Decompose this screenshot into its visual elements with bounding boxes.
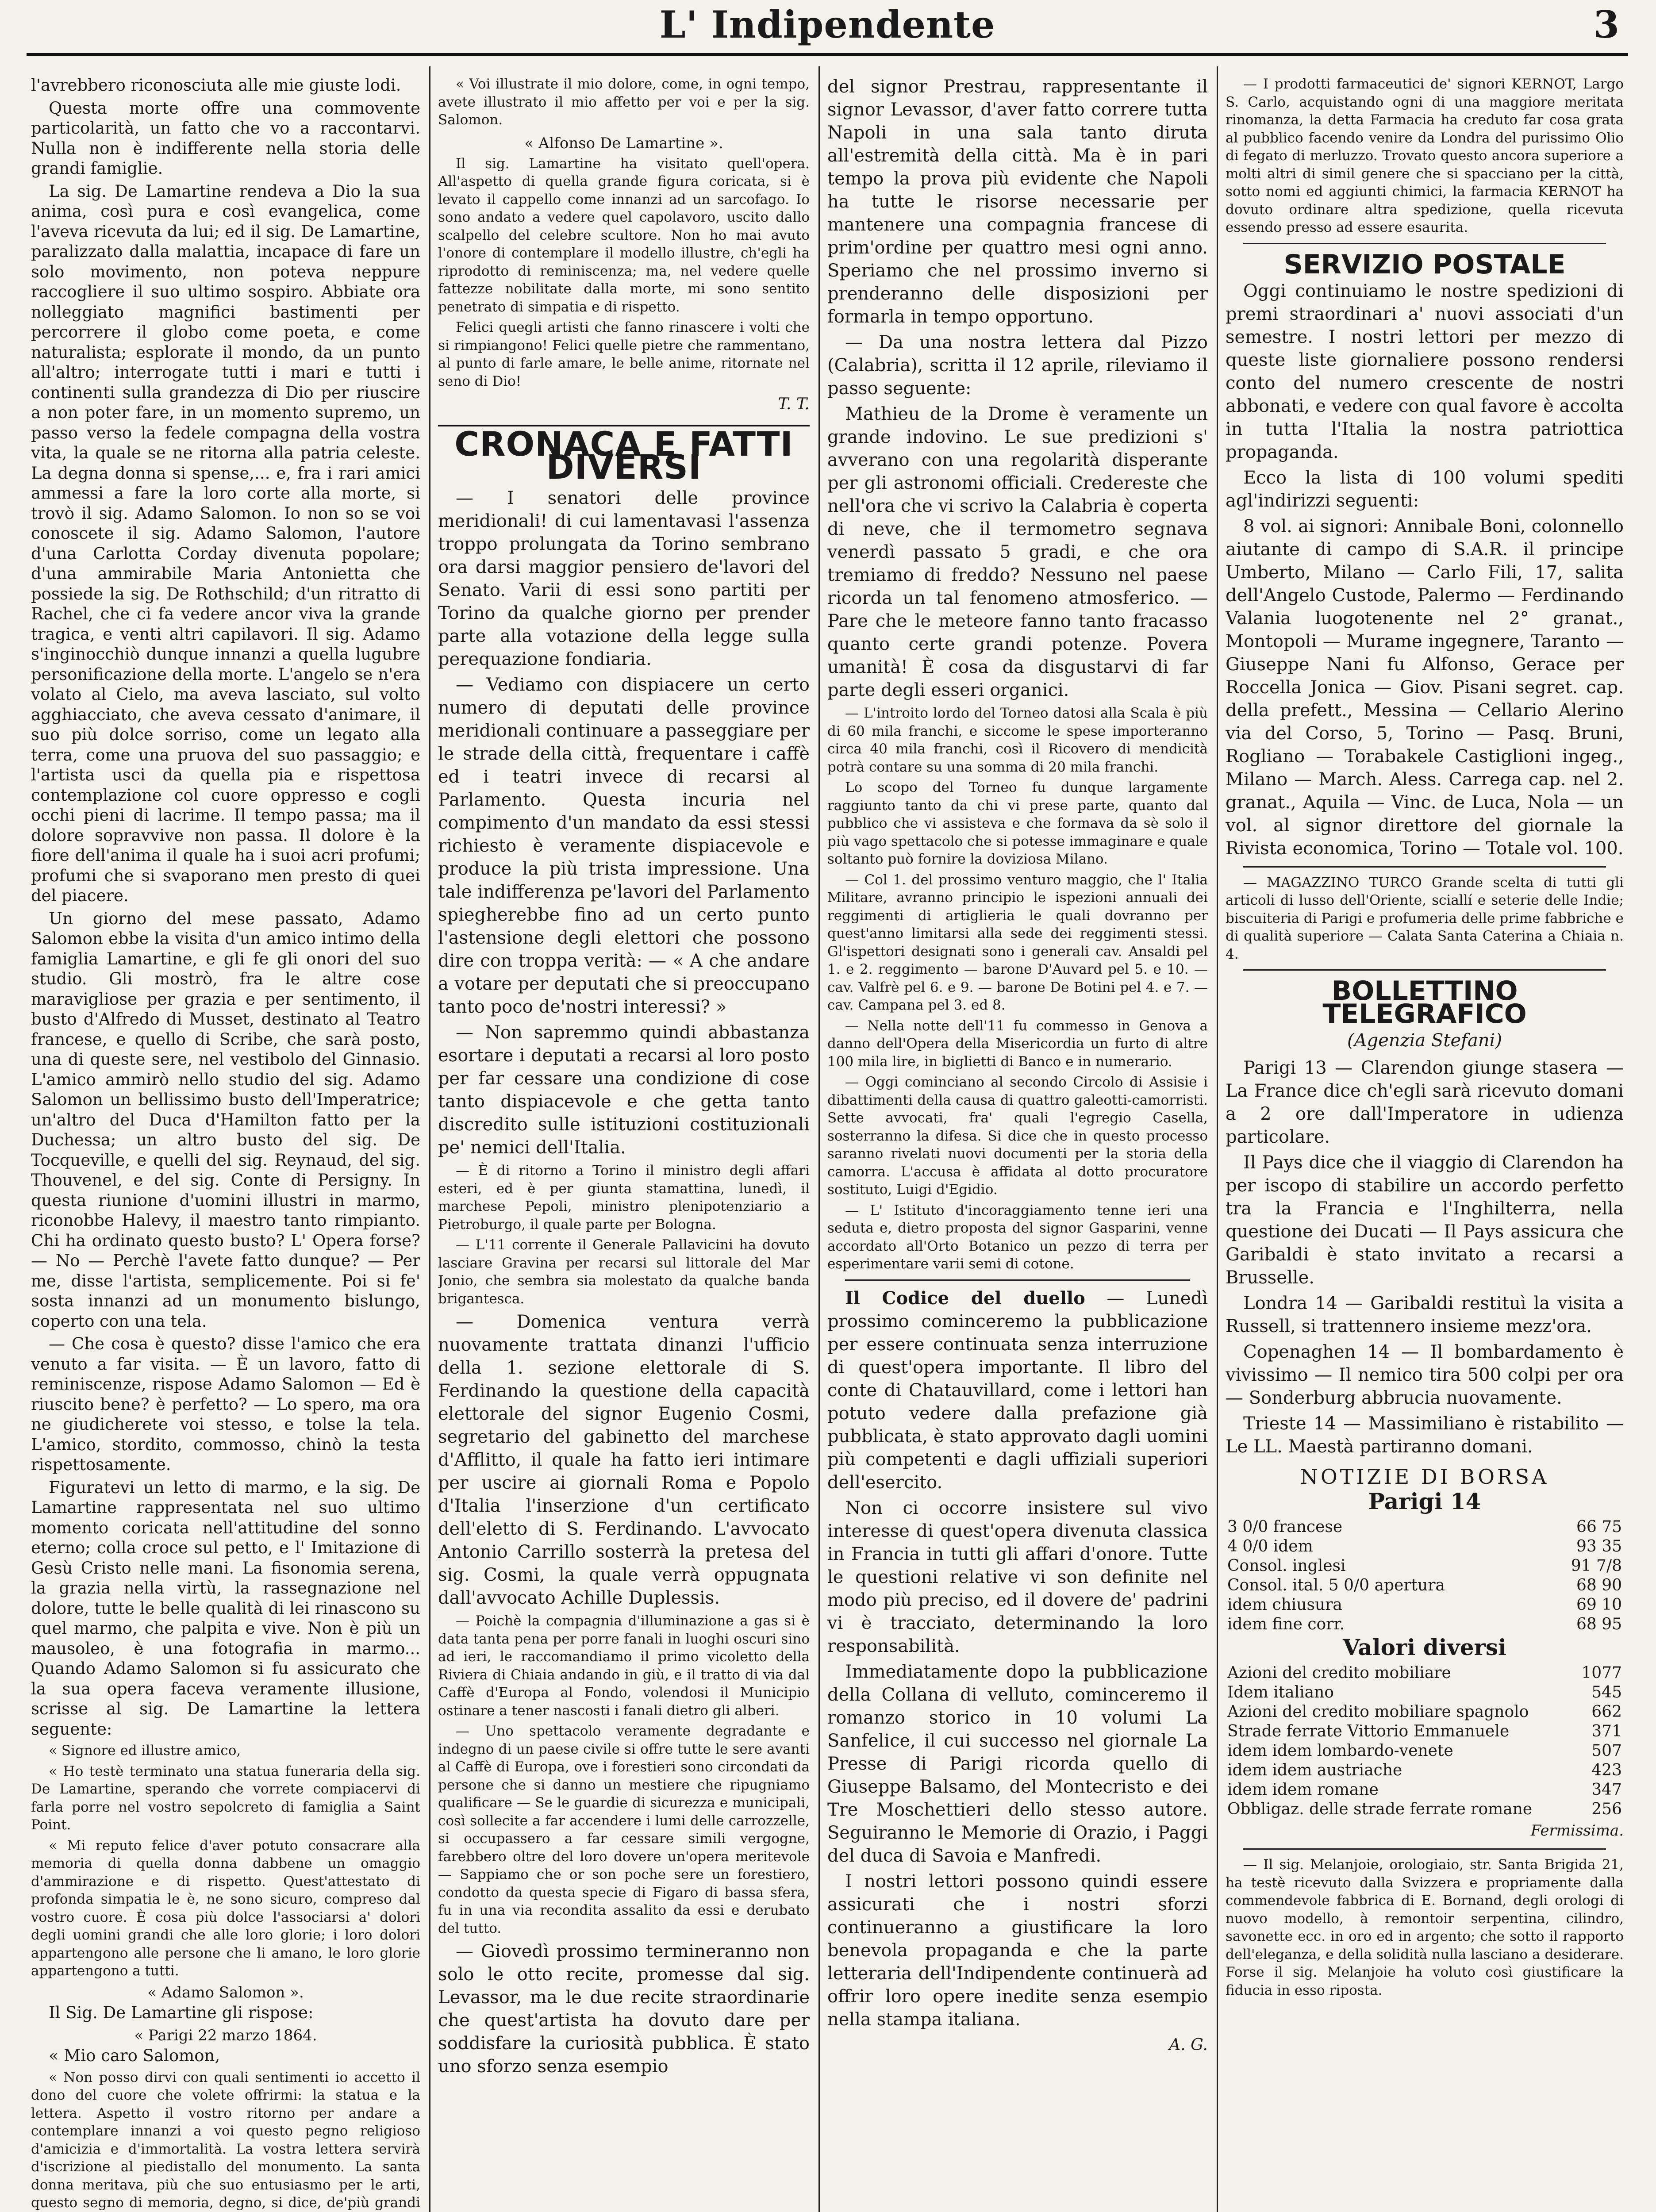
paragraph: Il sig. Lamartine ha visitato quell'opera. All'aspetto di quella grande figura coricata, si è levato il cappello come innanzi ad un sarcofago. Io sono andato a vedere quel capolavoro, uscito dallo scalpello del celebre scultore. Non ho mai avuto l'onore di contemplare il modello illustre, ch'egli ha riprodotto di reminiscenza; ma, nel vedere quelle fattezze nobilitate dalla morte, mi sono sentito penetrato di simpatia e di rispetto. [438, 155, 810, 315]
column-rule [1217, 66, 1218, 2212]
telegram: Parigi 13 — Clarendon giunge stasera — La France dice ch'egli sarà ricevuto domani a 2 ore dall'Imperatore in udienza particolare. [1226, 1058, 1624, 1147]
valori-table [1226, 1663, 1624, 1819]
divider [1243, 969, 1606, 971]
table-row [1226, 1741, 1624, 1761]
news-item: — Poichè la compagnia d'illuminazione a gas si è data tanta pena per porre fanali in luoghi oscuri sino ad ieri, le raccomandiamo il primo vicoletto della Riviera di Chiaia andando in giù, e il tratto di via dal Caffè d'Europa al Fondo, volendosi il Municipio ostinare a tener nascosti i fanali dietro gli alberi. [438, 1613, 810, 1719]
news-item: — L'introito lordo del Torneo datosi alla Scala è più di 60 mila franchi, e siccome le spese importeranno circa 40 mila franchi, così il Ricovero di mendicità potrà contare su una somma di 20 mila franchi. [827, 705, 1208, 775]
table-row [1226, 1683, 1624, 1702]
advertisement: — Il sig. Melanjoie, orologiaio, str. Santa Brigida 21, ha testè ricevuto dalla Svizzera e propriamente dalla commendevole fabbrica di E. Bornand, degli orologi di nuovo modello, à remontoir serpentina, cilindro, savonette ecc. in oro ed in argento; che sotto il rapporto dell'eleganza, e della solidità nulla lasciano a desiderare. Forse il sig. Melanjoie ha voluto così giustificare la fiducia in esso riposta. [1226, 1857, 1624, 1998]
news-item: — L' Istituto d'incoraggiamento tenne ieri una seduta e, dietro proposta del signor Gasparini, venne accordato all'Orto Botanico un pezzo di terra per esperimentare varii semi di cotone. [827, 1202, 1208, 1272]
news-item: — Uno spettacolo veramente degradante e indegno di un paese civile si offre tutte le sere avanti al Caffè di Europa, ove i forestieri sono circondati da persone che si danno un mestiere che ripugniamo qualificare — Se le guardie di sicurezza e municipali, così sollecite a far accendere i lumi delle carrozzelle, si occupassero a far cessare simili vergogne, farebbero oltre del loro dovere un'opera meritevole — Sappiamo che or son poche sere un forestiero, condotto da questa specie di Figaro di bassa sfera, fu in una via recondita assalito da essi e derubato del tutto. [438, 1723, 810, 1936]
codice-lead: Il Codice del duello [845, 1287, 1085, 1309]
table-cell-label: Obbligaz. delle strade ferrate romane [1227, 1800, 1533, 1818]
paragraph: « Voi illustrate il mio dolore, come, in ogni tempo, avete illustrato il mio affetto per voi e per la sig. Salomon. [438, 76, 810, 128]
table-cell-label: Strade ferrate Vittorio Emmanuele [1227, 1722, 1510, 1740]
table-cell-value: 68 95 [1576, 1615, 1622, 1633]
paragraph: Oggi continuiamo le nostre spedizioni di premi straordinari a' nuovi associati d'un semestre. I nostri lettori per mezzo di queste liste giornaliere possono rendersi conto del numero crescente de nostri abbonati, e vedere con qual favore è accolta in tutta l'Italia la nostra patriottica propaganda. [1226, 280, 1624, 462]
paragraph: Felici quegli artisti che fanno rinascere i volti che si rimpiangono! Felici quelle pietre che rammentano, al punto di farle amare, le belle anime, ritornate nel seno di Dio! [438, 319, 810, 389]
advertisement: — I prodotti farmaceutici de' signori KERNOT, Largo S. Carlo, acquistando ogni di una maggiore meritata rinomanza, la detta Farmacia ha creduto far cosa grata al pubblico facendo venire da Londra del purissimo Olio di fegato di merluzzo. Trovato questo ancora superiore a molti altri di simil genere che si spacciano per la città, sotto nomi ed aggiunti chimici, la farmacia KERNOT ha dovuto ordinare altra spedizione, quella ricevuta essendo presso ad essere esaurita. [1226, 76, 1624, 235]
paragraph: « Mi reputo felice d'aver potuto consacrare alla memoria di quella donna dabbene un omaggio d'ammirazione e di rispetto. Quest'attestato di profonda simpatia le è, ne sono sicuro, compreso dal vostro cuore. È cosa più dolce l'associarsi a' dolori degli uomini grandi che alle loro glorie; i loro dolori appartengono alle persone che li amano, le loro glorie appartengono a tutti. [31, 1837, 420, 1979]
table-cell-label: idem fine corr. [1227, 1615, 1345, 1633]
table-cell-label: Azioni del credito mobiliare spagnolo [1227, 1703, 1529, 1721]
table-cell-label: 3 0/0 francese [1227, 1518, 1343, 1536]
paragraph: Mathieu de la Drome è veramente un grande indovino. Le sue predizioni s' avverano con una regolarità disperante per gli astronomi officiali. Credereste che nell'ora che vi scrivo la Calabria è coperta di neve, che il termometro segnava venerdì passato 5 gradi, e che ora tremiamo di freddo? Nessuno nel paese ricorda un tal fenomeno atmosferico. — Pare che le meteore fanno tanto fracasso quanto certe grandi potenze. Povera umanità! È cosa da disgustarvi di far parte degli esseri organici. [827, 404, 1208, 700]
table-row [1226, 1722, 1624, 1741]
table-cell-label: Consol. ital. 5 0/0 apertura [1227, 1576, 1445, 1594]
paragraph: l'avrebbero riconosciuta alle mie giuste lodi. [31, 76, 401, 95]
table-cell-value: 256 [1591, 1800, 1622, 1818]
paragraph: — Che cosa è questo? disse l'amico che era venuto a far visita. — È un lavoro, fatto di reminiscenze, rispose Adamo Salomon — Ed è riuscito bene? è perfetto? — Lo spero, ma ora ne giudicherete voi stesso, e tolse la tela. L'amico, stordito, commosso, chinò la testa rispettosamente. [31, 1334, 420, 1474]
table-cell-value: 69 10 [1576, 1596, 1622, 1614]
table-row [1226, 1615, 1624, 1634]
divider [1243, 1848, 1606, 1850]
divider [1243, 866, 1606, 868]
masthead [27, 0, 1628, 56]
page-number: 3 [1593, 3, 1619, 46]
section-headline: SERVIZIO POSTALE [1283, 249, 1566, 280]
section-headline: NOTIZIE DI BORSA [1300, 1465, 1549, 1489]
telegram: Trieste 14 — Massimiliano è ristabilito — Le LL. Maestà partiranno domani. [1226, 1413, 1624, 1457]
table-row [1226, 1517, 1624, 1537]
column-rule [818, 66, 820, 2212]
table-cell-value: 93 35 [1576, 1537, 1622, 1555]
column-1 [31, 75, 420, 2212]
divider [1243, 243, 1606, 244]
news-item: Lo scopo del Torneo fu dunque largamente raggiunto tanto da chi vi prese parte, quanto dal pubblico che vi assisteva e che formava da sè solo il più vago spettacolo che si potesse immaginare e quale soltanto può fornire la doviziosa Milano. [827, 780, 1208, 867]
table-cell-value: 91 7/8 [1571, 1557, 1622, 1575]
news-item: — Nella notte dell'11 fu commesso in Genova a danno dell'Opera della Misericordia un furto di altre 100 mila lire, in biglietti di Banco e in numerario. [827, 1018, 1208, 1070]
paragraph: « Ho testè terminato una statua funeraria della sig. De Lamartine, sperando che vorrete compiacervi di farla porre nel vostro sepolcreto di famiglia a Saint Point. [31, 1763, 420, 1833]
news-item: — L'11 corrente il Generale Pallavicini ha dovuto lasciare Gravina per recarsi sul littorale del Mar Jonio, che sembra sia molestato da qualche banda brigantesca. [438, 1237, 810, 1307]
column-2 [438, 75, 810, 2212]
news-item: — Vediamo con dispiacere un certo numero di deputati delle province meridionali continuare a passeggiare per le strade della città, frequentare i caffè ed i teatri invece di recarsi al Parlamento. Questa incuria nel compimento d'un mandato da essi stessi richiesto è veramente dispiacevole e produce la più trista impressione. Una tale indifferenza pe'lavori del Parlamento spiegherebbe fino ad un certo punto l'astensione degli elettori che possono dire con troppa verità: — « A che andare a votare per deputati che si preoccupano tanto poco de'nostri interessi? » [438, 675, 810, 1017]
telegram: Londra 14 — Garibaldi restituì la visita a Russell, si trattennero insieme mezz'ora. [1226, 1293, 1624, 1336]
paragraph: Questa morte offre una commovente particolarità, un fatto che vo a raccontarvi. Nulla non è indifferente nella storia delle grandi famiglie. [31, 98, 420, 178]
signature: « Adamo Salomon ». [147, 1983, 304, 2001]
section-subhead: (Agenzia Stefani) [1347, 1030, 1502, 1051]
paragraph: 8 vol. ai signori: Annibale Boni, colonnello aiutante di campo di S.A.R. il principe Umberto, Milano — Carlo Fili, 17, salita dell'Angelo Custode, Palermo — Ferdinando Valania luogotenente nel 2° granat., Montopoli — Murame ingegnere, Taranto — Giuseppe Nani fu Alfonso, Gerace per Roccella Jonica — Giov. Pisani segret. cap. della prefett., Messina — Cellario Alerino via del Corso, 5, Torino — Pasq. Bruni, Rogliano — Torabakele Castiglioni ingeg., Milano — March. Aless. Carrega cap. nel 2. granat., Aquila — Vinc. de Luca, Nola — un vol. al signor direttore del giornale la Rivista economica, Torino — Totale vol. 100. [1226, 516, 1624, 859]
section-subhead: Parigi 14 [1368, 1488, 1481, 1514]
news-item: — Non sapremmo quindi abbastanza esortare i deputati a recarsi al loro posto per far cessare una condizione di cose tanto dispiacevole e che getta tanto discredito sulle istituzioni costituzionali pe' nemici dell'Italia. [438, 1022, 810, 1158]
table-cell-value: 1077 [1581, 1664, 1622, 1682]
news-item: — I senatori delle province meridionali! di cui lamentavasi l'assenza troppo prolungata da Torino sembrano ora darsi maggior pensiero de'lavori del Senato. Varii di essi sono partiti per Torino da qualche giorno per prender parte alla votazione della legge sulla perequazione fondiaria. [438, 488, 810, 669]
signature: A. G. [1169, 2035, 1208, 2054]
paragraph: « Non posso dirvi con quali sentimenti io accetto il dono del cuore che volete offrirmi: la statua e la lettera. Aspetto il vostro ritorno per andare a contemplare innanzi a voi questo pegno religioso d'amicizia e d'immortalità. La vostra lettera servirà d'iscrizione al piedistallo del monumento. La santa donna meritava, più che suo entusiasmo per le arti, questo segno di memoria, degno, si dice, de'più grandi [31, 2069, 420, 2211]
dateline: « Parigi 22 marzo 1864. [134, 2026, 317, 2044]
table-cell-value: 68 90 [1576, 1576, 1622, 1594]
table-row [1226, 1556, 1624, 1576]
borsa-table [1226, 1517, 1624, 1634]
table-cell-label: Consol. inglesi [1227, 1557, 1346, 1575]
section-subhead: Valori diversi [1343, 1634, 1506, 1660]
salutation: « Mio caro Salomon, [49, 2046, 220, 2065]
paragraph: del signor Prestrau, rappresentante il signor Levassor, d'aver fatto correre tutta Napoli in una sala tanto diruta all'estremità della città. Ma è in pari tempo la prova più evidente che Napoli ha tutte le risorse necessarie per mantenere una compagnia francese di prim'ordine per quattro mesi ogni anno. Speriamo che nel prossimo inverno si prenderanno delle disposizioni per formarla in tempo opportuno. [827, 77, 1208, 327]
advertisement: — MAGAZZINO TURCO Grande scelta di tutti gli articoli di lusso dell'Oriente, sciallí e seterie delle Indie; biscuiteria di Parigi e profumeria delle prime fabbriche e di qualità superiore — Calata Santa Caterina a Chiaia n. 4. [1226, 874, 1624, 962]
codice-intro [827, 1287, 1208, 1494]
section-headline: BOLLETTINO TELEGRAFICO [1322, 975, 1527, 1029]
telegram: Il Pays dice che il viaggio di Clarendon ha per iscopo di stabilire un accordo perfetto tra la Francia e l'Inghilterra, nella questione dei Ducati — Il Pays assicura che Garibaldi è stato invitato a recarsi a Brusselle. [1226, 1152, 1624, 1288]
paragraph: « Signore ed illustre amico, [49, 1743, 241, 1759]
table-cell-value: 347 [1591, 1781, 1622, 1799]
paragraph: I nostri lettori possono quindi essere assicurati che i nostri sforzi continueranno a giustificare la loro benevola propaganda e che la parte letteraria dell'Indipendente continuerà ad offrir loro opere inedite senza esempio nella stampa italiana. [827, 1871, 1208, 2030]
paragraph: Un giorno del mese passato, Adamo Salomon ebbe la visita d'un amico intimo della famiglia Lamartine, e gli fe gli onori del suo studio. Gli mostrò, fra le altre cose maravigliose per grazia e per sentimento, il busto d'Alfredo di Musset, destinato al Teatro francese, e quello di Scribe, che sarà posto, una di queste sere, nel vestibolo del Ginnasio. L'amico ammirò nello studio del sig. Adamo Salomon un bellissimo busto dell'Imperatrice; un'altro del Duca d'Hamilton fatto per la Duchessa; un altro busto del sig. De Tocqueville, e quelli del sig. Reynaud, del sig. Thouvenel, e del sig. Conte di Persigny. In questa riunione d'uomini illustri in marmo, riconobbe Halevy, il maestro tanto rimpianto. Chi ha ordinato questo busto? L' Opera forse? — No — Perchè l'avete fatto dunque? — Per me, disse l'artista, semplicemente. Poi si fe' sosta innanzi ad un monumento bislungo, coperto con una tela. [31, 909, 420, 1331]
signature: « Alfonso De Lamartine ». [524, 134, 723, 152]
table-cell-label: 4 0/0 idem [1227, 1537, 1313, 1555]
news-item: — Col 1. del prossimo venturo maggio, che l' Italia Militare, avranno principio le ispezioni annuali dei reggimenti di artiglieria le quali dovranno per quest'anno limitarsi alla sede dei reggimenti stessi. Gl'ispettori designati sono i generali cav. Ansaldi pel 1. e 2. reggimento — barone D'Auvard pel 5. e 10. — cav. Valfrè pel 6. e 9. — barone De Botini pel 4. e 7. — cav. Campana pel 3. ed 8. [827, 872, 1208, 1013]
paragraph: Immediatamente dopo la pubblicazione della Collana di velluto, cominceremo il romanzo storico in 10 volumi La Sanfelice, il cui successo nel giornale La Presse di Parigi ricorda quello di Giuseppe Balsamo, del Montecristo e dei Tre Moschettieri dello stesso autore. Seguiranno le Memorie di Orazio, i Paggi del duca di Savoia e Manfredi. [827, 1661, 1208, 1866]
table-cell-label: idem idem romane [1227, 1781, 1379, 1799]
table-cell-label: idem chiusura [1227, 1596, 1342, 1614]
column-3 [827, 75, 1208, 2212]
divider [845, 1279, 1190, 1281]
news-item: — Domenica ventura verrà nuovamente trattata dinanzi l'ufficio della 1. sezione elettorale di S. Ferdinando la questione della capacità elettorale del signor Eugenio Cosmi, segretario del gabinetto del marchese d'Afflitto, il quale ha fatto ieri intimare per uscire ai giornali Roma e Popolo d'Italia l'inserzione d'un certificato dell'eletto di S. Ferdinando. L'avvocato Antonio Carrillo sosterrà la pretesa del sig. Cosmi, la quale verrà oppugnata dall'avvocato Achille Duplessis. [438, 1312, 810, 1608]
telegram: Copenaghen 14 — Il bombardamento è vivissimo — Il nemico tira 500 colpi per ora — Sonderburg abbrucia nuovamente. [1226, 1342, 1624, 1408]
table-cell-value: 66 75 [1576, 1518, 1622, 1536]
table-row [1226, 1702, 1624, 1722]
paragraph: Non ci occorre insistere sul vivo interesse di quest'opera divenuta classica in Francia in tutti gli affari d'onore. Tutte le questioni relative vi son definite nel modo più preciso, ed il dovere de' padrini vi è tracciato, determinando la loro responsabilità. [827, 1498, 1208, 1656]
paragraph: La sig. De Lamartine rendeva a Dio la sua anima, così pura e così evangelica, come l'aveva ricevuta da lui; ed il sig. De Lamartine, paralizzato dalla malattia, incapace di fare un solo movimento, non poteva neppure raccogliere il suo ultimo sospiro. Abbiate ora nolleggiato magnifici bastimenti per percorrere il globo come poeta, e come naturalista; esplorate il mondo, da un punto all'altro; interrogate tutti i mari e tutti i continenti sulla grandezza di Dio per riuscire a non poter fare, in un momento supremo, un passo verso la fedele compagna della vostra vita, la quale se ne ritorna alla patria celeste. La degna donna si spense,... e, fra i rari amici ammessi a fare la loro corte alla morte, si trovò il sig. Adamo Salomon. Io non so se voi conoscete il sig. Adamo Salomon, l'autore d'una Carlotta Corday divenuta popolare; d'una ammirabile Maria Antonietta che possiede la sig. De Rothschild; d'un ritratto di Rachel, che ci fa vedere ancor viva la grande tragica, e venti altri capilavori. Il sig. Adamo s'inginocchiò dunque innanzi a quella lugubre personificazione della morte. L'angelo se n'era volato al Cielo, ma aveva lasciato, sul volto agghiacciato, che aveva cessato d'animare, il suo più dolce sorriso, come un legato alla terra, come una pruova del suo passaggio; e l'artista usci da quella pia e rispettosa contemplazione col cuore oppresso e cogli occhi pieni di lacrime. Il tempo passa; ma il dolore sopravvive non passa. Il dolore è la fiore dell'anima il quale ha i suoi acri profumi; profumi che si svaporano men presto di quei del piacere. [31, 181, 420, 905]
initials: T. T. [778, 395, 810, 413]
market-status: Fermissima. [1530, 1822, 1624, 1839]
table-cell-label: idem idem austriache [1227, 1761, 1402, 1779]
news-item: — È di ritorno a Torino il ministro degli affari esteri, ed è per giunta stamattina, lunedì, il marchese Pepoli, ministro plenipotenziario a Pietroburgo, il quale parte per Bologna. [438, 1163, 810, 1233]
table-row [1226, 1576, 1624, 1595]
column-4 [1226, 75, 1624, 2212]
news-item: — Oggi cominciano al secondo Circolo di Assisie i dibattimenti della causa di quattro galeotti-camorristi. Sette avvocati, fra' quali l'egregio Casella, sosterranno la difesa. Si dice che in questo processo saranno rivelati nuovi documenti per la storia della camorra. L'accusa è affidata al dotto procuratore sostituto, Luigi d'Egidio. [827, 1074, 1208, 1198]
table-cell-value: 507 [1591, 1742, 1622, 1760]
table-cell-value: 662 [1591, 1703, 1622, 1721]
news-item: — Giovedì prossimo termineranno non solo le otto recite, promesse dal sig. Levassor, ma le due recite straordinarie che quest'artista ha dovuto dare per soddisfare la curiosità pubblica. È stato uno sforzo senza esempio [438, 1941, 810, 2077]
table-cell-value: 423 [1591, 1761, 1622, 1779]
table-row [1226, 1595, 1624, 1615]
paragraph: — Da una nostra lettera dal Pizzo (Calabria), scritta il 12 aprile, rileviamo il passo seguente: [827, 332, 1208, 399]
section-headline: CRONACA E FATTI DIVERSI [438, 425, 810, 479]
paragraph: Il Sig. De Lamartine gli rispose: [49, 2003, 314, 2022]
paragraph: Ecco la lista di 100 volumi spediti agl'indirizzi seguenti: [1226, 467, 1624, 511]
column-rule [429, 66, 430, 2212]
table-row [1226, 1761, 1624, 1780]
table-row [1226, 1663, 1624, 1683]
table-row [1226, 1537, 1624, 1556]
newspaper-title: L' Indipendente [659, 3, 995, 46]
table-cell-label: Azioni del credito mobiliare [1227, 1664, 1451, 1682]
table-row [1226, 1780, 1624, 1800]
table-cell-value: 371 [1591, 1722, 1622, 1740]
paragraph: Figuratevi un letto di marmo, e la sig. De Lamartine rappresentata nel suo ultimo momento coricata nell'attitudine del sonno eterno; colla croce sul petto, e l' Imitazione di Gesù Cristo nelle mani. La fisonomia serena, la grazia nella virtù, la rassegnazione nel dolore, tutte le belle qualità di lei rinascono su quel marmo, che palpita e vive. Non è più un mausoleo, è una fotografia in marmo... Quando Adamo Salomon si fu assicurato che la sua opera faceva veramente illusione, scrisse al sig. De Lamartine la lettera seguente: [31, 1478, 420, 1739]
table-cell-label: idem idem lombardo-venete [1227, 1742, 1453, 1760]
table-cell-label: Idem italiano [1227, 1683, 1334, 1701]
codice-text: — Lunedì prossimo cominceremo la pubblicazione per essere continuata senza interruzione di quest'opera importante. Il libro del conte di Chatauvillard, come i lettori han potuto vedere dalla prefazione già pubblicata, è stato approvato dagli uomini più competenti e dagli uffiziali superiori dell'esercito. [827, 1288, 1208, 1493]
table-row [1226, 1800, 1624, 1819]
table-cell-value: 545 [1591, 1683, 1622, 1701]
